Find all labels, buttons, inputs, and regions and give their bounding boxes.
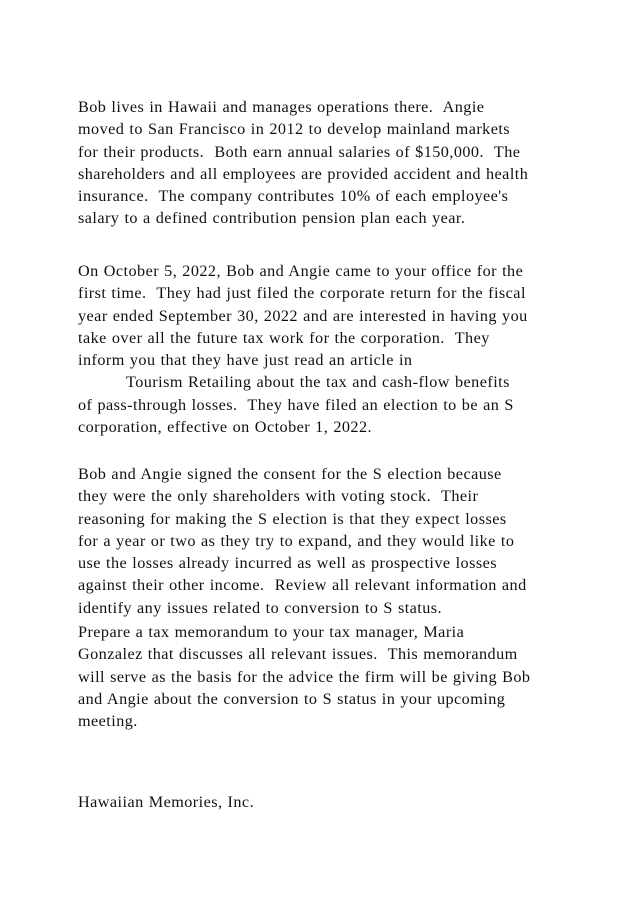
text-line: take over all the future tax work for the corporation. They: [78, 328, 490, 347]
text-line: identify any issues related to conversion to S status.: [78, 598, 443, 617]
text-line: against their other income. Review all relevant information and: [78, 576, 527, 595]
text-line: Gonzalez that discusses all relevant issues. This memorandum: [78, 645, 518, 664]
text-line: Prepare a tax memorandum to your tax manager, Maria: [78, 623, 465, 641]
text-line: year ended September 30, 2022 and are interested in having you: [78, 306, 528, 325]
text-line: insurance. The company contributes 10% of each employee's: [78, 187, 509, 206]
text-line: On October 5, 2022, Bob and Angie came to your office for the: [78, 262, 524, 280]
text-line: for their products. Both earn annual salaries of $150,000. The: [78, 142, 521, 161]
text-line: first time. They had just filed the corporate return for the fiscal: [78, 284, 526, 303]
text-line: and Angie about the conversion to S status in your upcoming: [78, 689, 506, 708]
text-line: for a year or two as they try to expand, and they would like to: [78, 531, 515, 550]
text-line: inform you that they have just read an article in: [78, 351, 413, 370]
text-line: Bob lives in Hawaii and manages operations there. Angie: [78, 98, 485, 116]
text-line: will serve as the basis for the advice the firm will be giving Bob: [78, 667, 531, 686]
text-line: reasoning for making the S election is that they expect losses: [78, 509, 507, 528]
text-line: salary to a defined contribution pension plan each year.: [78, 209, 466, 228]
text-line: meeting.: [78, 712, 138, 731]
company-name: Hawaiian Memories, Inc.: [78, 793, 255, 811]
paragraph-office-visit: [78, 260, 598, 438]
text-line-indented: Tourism Retailing about the tax and cash-flow benefits: [126, 373, 510, 392]
text-line: shareholders and all employees are provided accident and health: [78, 164, 529, 183]
paragraph-memorandum-task: [78, 621, 598, 732]
text-line: they were the only shareholders with voting stock. Their: [78, 487, 479, 506]
text-line: of pass-through losses. They have filed an election to be an S: [78, 395, 514, 414]
paragraph-s-election: [78, 463, 598, 619]
text-line: moved to San Francisco in 2012 to develop mainland markets: [78, 120, 511, 139]
text-line: corporation, effective on October 1, 2022.: [78, 418, 372, 437]
paragraph-background: [78, 96, 598, 230]
paragraph-company-name: [78, 791, 598, 813]
text-line: Bob and Angie signed the consent for the S election because: [78, 465, 502, 483]
text-line: use the losses already incurred as well as prospective losses: [78, 554, 497, 573]
